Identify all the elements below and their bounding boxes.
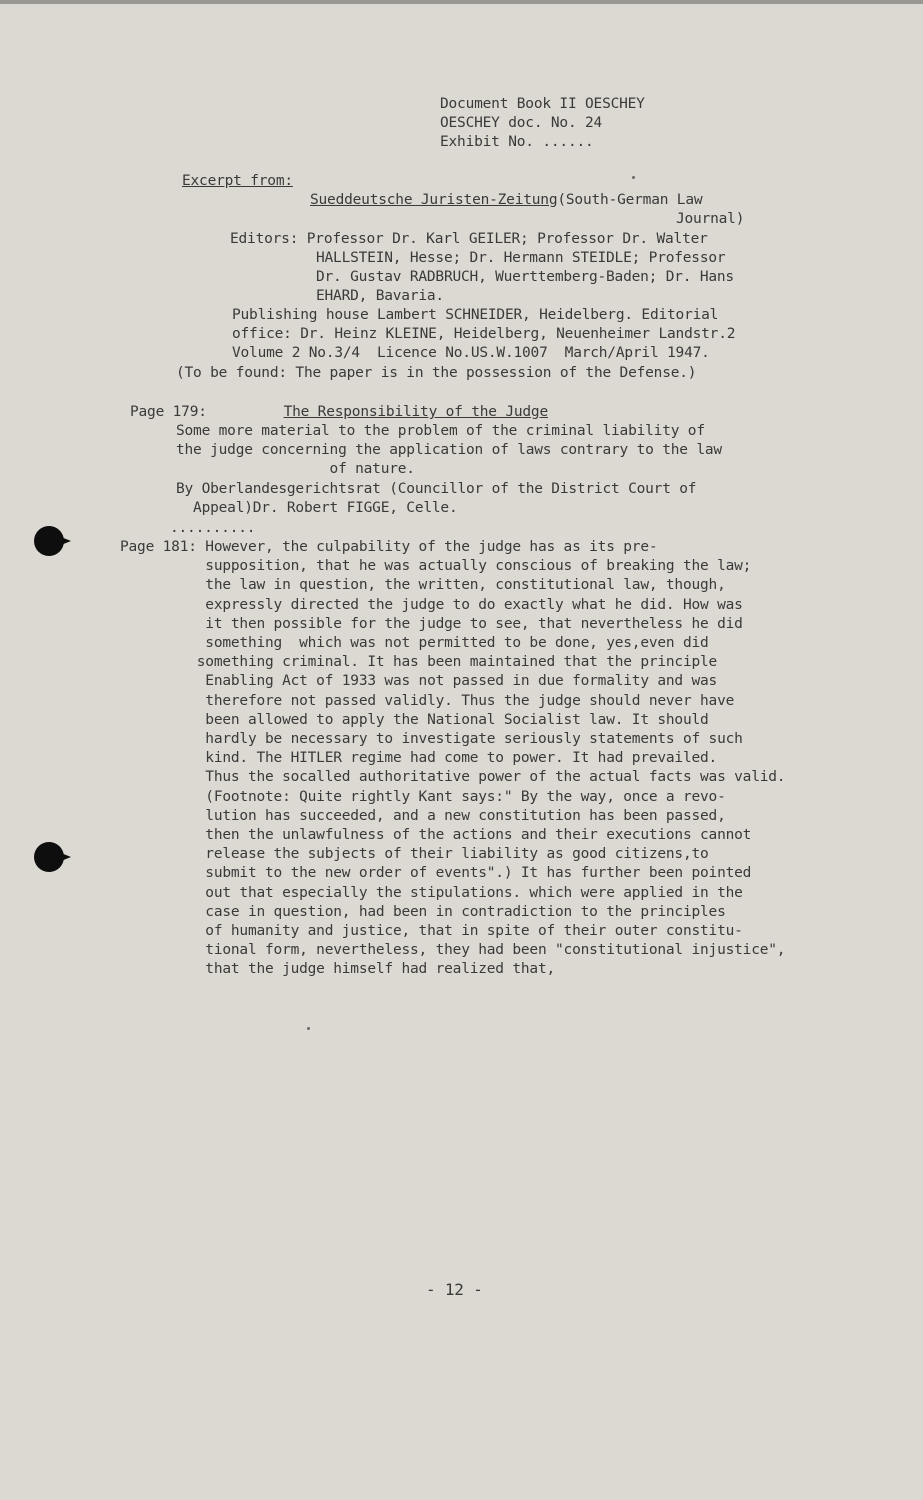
publishing-line-3: Volume 2 No.3/4 Licence No.US.W.1007 March/April 1947. [232, 345, 710, 362]
header-doc-number: OESCHEY doc. No. 24 [440, 115, 603, 132]
text-line: (Footnote: Quite rightly Kant says:" By the way, once a revo- [120, 788, 726, 805]
text-line: of humanity and justice, that in spite of their outer constitu- [120, 923, 743, 940]
text-line: something which was not permitted to be done, yes,even did [120, 635, 709, 652]
editors-line-2: HALLSTEIN, Hesse; Dr. Hermann STEIDLE; Professor [316, 250, 726, 266]
text-line: hardly be necessary to investigate seriously statements of such [120, 731, 743, 748]
publishing-line-2: office: Dr. Heinz KLEINE, Heidelberg, Neuenheimer Landstr.2 [232, 326, 736, 343]
location-note: (To be found: The paper is in the possession of the Defense.) [176, 365, 697, 381]
page-179-heading [130, 403, 548, 422]
text-line: of nature. [176, 461, 415, 478]
publishing-info [232, 306, 735, 364]
text-line: submit to the new order of events".) It has further been pointed [120, 865, 752, 882]
text-line: release the subjects of their liability as good citizens,to [120, 846, 709, 863]
editors-line-1: Editors: Professor Dr. Karl GEILER; Professor Dr. Walter [230, 231, 708, 247]
journal-translation-end: Journal) [676, 211, 745, 227]
editors-line-4: EHARD, Bavaria. [316, 288, 444, 304]
text-line: it then possible for the judge to see, that nevertheless he did [120, 615, 743, 632]
text-line: been allowed to apply the National Socialist law. It should [120, 711, 709, 728]
text-line: Enabling Act of 1933 was not passed in due formality and was [120, 673, 718, 690]
text-line: the law in question, the written, constitutional law, though, [120, 577, 726, 594]
editors-line-3: Dr. Gustav RADBRUCH, Wuerttemberg-Baden; Dr. Hans [316, 269, 734, 285]
text-line: therefore not passed validly. Thus the judge should never have [120, 692, 735, 709]
text-line: out that especially the stipulations. which were applied in the [120, 884, 743, 901]
excerpt-label: Excerpt from: [182, 173, 293, 189]
text-line: something criminal. It has been maintained that the principle [120, 654, 718, 671]
text-line: that the judge himself had realized that, [120, 961, 556, 978]
text-line: tional form, nevertheless, they had been "constitutional injustice", [120, 942, 786, 959]
journal-name: Sueddeutsche Juristen-Zeitung [310, 192, 558, 208]
publishing-line-1: Publishing house Lambert SCHNEIDER, Heidelberg. Editorial [232, 307, 719, 323]
text-line: lution has succeeded, and a new constitution has been passed, [120, 807, 726, 824]
page-top-edge [0, 0, 923, 4]
text-line: Thus the socalled authoritative power of the actual facts was valid. [120, 769, 786, 786]
paper-speck [632, 176, 635, 179]
punch-hole-icon [34, 842, 64, 872]
punch-hole-icon [34, 526, 64, 556]
text-line: Page 181: However, the culpability of the judge has as its pre- [120, 539, 658, 555]
text-line: Some more material to the problem of the criminal liability of [176, 423, 705, 439]
journal-translation: (South-German Law [557, 192, 703, 208]
text-line: case in question, had been in contradiction to the principles [120, 903, 726, 920]
text-line: kind. The HITLER regime had come to power. It had prevailed. [120, 750, 718, 767]
ellipsis-separator: .......... [170, 520, 256, 536]
article-title: The Responsibility of the Judge [283, 404, 548, 420]
page-179-body [176, 422, 722, 518]
text-line: By Oberlandesgerichtsrat (Councillor of the District Court of [176, 480, 697, 497]
page-179-label: Page 179: [130, 404, 207, 420]
text-line: supposition, that he was actually conscious of breaking the law; [120, 558, 752, 575]
header-book: Document Book II OESCHEY [440, 96, 645, 112]
text-line: the judge concerning the application of laws contrary to the law [176, 442, 722, 459]
header-exhibit: Exhibit No. ...... [440, 134, 594, 151]
page-181-body [120, 538, 785, 980]
page-number: - 12 - [426, 1280, 483, 1299]
paper-speck [307, 1027, 310, 1030]
text-line: expressly directed the judge to do exactly what he did. How was [120, 596, 743, 613]
journal-title [310, 191, 702, 210]
text-line: Appeal)Dr. Robert FIGGE, Celle. [176, 499, 458, 516]
text-line: then the unlawfulness of the actions and their executions cannot [120, 827, 752, 844]
document-header [440, 95, 645, 153]
